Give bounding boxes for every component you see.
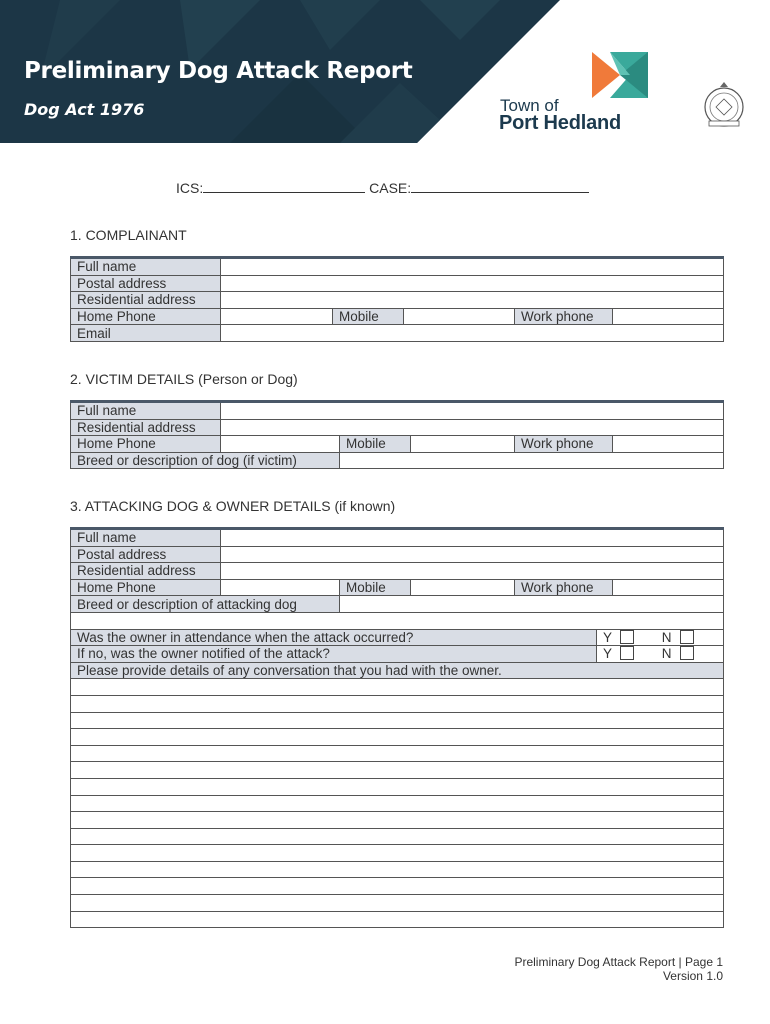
table-row [71,828,724,845]
table-row [71,795,724,812]
case-label: CASE: [369,180,412,196]
victim-residential-address-label: Residential address [71,419,221,436]
table-row [71,402,724,420]
table-row [71,712,724,729]
report-title: Preliminary Dog Attack Report [24,58,413,84]
victim-breed-label: Breed or description of dog (if victim) [71,452,340,469]
table-row [71,646,724,663]
conversation-line[interactable] [71,695,724,712]
conversation-details-prompt: Please provide details of any conversation that you had with the owner. [71,662,724,679]
owner-mobile-label: Mobile [340,579,411,596]
section-3-heading: 3. ATTACKING DOG & OWNER DETAILS (if known) [70,498,396,514]
table-row [71,308,724,325]
owner-home-phone-label: Home Phone [71,579,221,596]
table-row [71,662,724,679]
logo-town-text: Town of [500,96,559,115]
table-row [71,579,724,596]
table-row [71,563,724,580]
conversation-line[interactable] [71,679,724,696]
attacking-dog-breed-label: Breed or description of attacking dog [71,596,340,613]
footer-version-label: Version 1.0 [662,969,723,983]
owner-residential-address-label: Residential address [71,563,221,580]
table-row [71,292,724,309]
table-row [71,861,724,878]
case-field[interactable] [411,178,589,193]
attendance-yes-checkbox[interactable] [620,630,634,644]
conversation-line[interactable] [71,795,724,812]
section-2-heading: 2. VICTIM DETAILS (Person or Dog) [70,371,298,387]
page-footer [514,955,723,983]
table-row [71,596,724,613]
complainant-postal-address-label: Postal address [71,275,221,292]
table-row [71,845,724,862]
no-label: N [661,629,672,645]
conversation-line[interactable] [71,712,724,729]
complainant-full-name-label: Full name [71,258,221,276]
no-label: N [661,646,672,662]
complainant-email-label: Email [71,325,221,342]
complainant-mobile-label: Mobile [333,308,404,325]
table-row [71,452,724,469]
complainant-residential-address-field[interactable] [221,292,724,309]
owner-home-phone-field[interactable] [221,579,340,596]
complainant-home-phone-field[interactable] [221,308,333,325]
table-row [71,275,724,292]
table-row [71,778,724,795]
table-row [71,546,724,563]
complainant-home-phone-label: Home Phone [71,308,221,325]
victim-work-phone-field[interactable] [613,436,724,453]
town-logo-icon [592,50,650,102]
complainant-residential-address-label: Residential address [71,292,221,309]
owner-postal-address-label: Postal address [71,546,221,563]
conversation-line[interactable] [71,812,724,829]
victim-mobile-field[interactable] [411,436,515,453]
conversation-line[interactable] [71,828,724,845]
victim-breed-field[interactable] [340,452,724,469]
owner-work-phone-label: Work phone [515,579,613,596]
section-1-heading: 1. COMPLAINANT [70,227,187,243]
conversation-line[interactable] [71,745,724,762]
conversation-line[interactable] [71,911,724,928]
owner-mobile-field[interactable] [411,579,515,596]
notified-yes-checkbox[interactable] [620,646,634,660]
table-row [71,878,724,895]
table-row [71,745,724,762]
victim-full-name-label: Full name [71,402,221,420]
case-reference-line [176,178,589,196]
victim-residential-address-field[interactable] [221,419,724,436]
yes-label: Y [603,646,613,662]
header-banner [0,0,560,143]
complainant-postal-address-field[interactable] [221,275,724,292]
owner-notified-answer [597,646,724,663]
complainant-table [70,256,724,342]
conversation-line[interactable] [71,778,724,795]
yes-label: Y [603,629,613,645]
owner-attendance-question: Was the owner in attendance when the attack occurred? [71,629,597,646]
owner-attendance-answer [597,629,724,646]
complainant-email-field[interactable] [221,325,724,342]
table-row [71,911,724,928]
attendance-no-checkbox[interactable] [680,630,694,644]
table-row [71,325,724,342]
complainant-work-phone-field[interactable] [613,308,724,325]
table-row [71,695,724,712]
spacer-row [71,612,724,629]
conversation-line[interactable] [71,895,724,912]
conversation-line[interactable] [71,845,724,862]
report-subtitle: Dog Act 1976 [24,100,145,119]
conversation-line[interactable] [71,762,724,779]
conversation-line[interactable] [71,878,724,895]
attacking-dog-table [70,527,724,928]
table-row [71,812,724,829]
table-row [71,529,724,547]
table-row [71,679,724,696]
complainant-full-name-field[interactable] [221,258,724,276]
victim-home-phone-field[interactable] [221,436,340,453]
table-row [71,762,724,779]
table-row [71,895,724,912]
owner-work-phone-field[interactable] [613,579,724,596]
conversation-line[interactable] [71,861,724,878]
attacking-dog-breed-field[interactable] [340,596,724,613]
table-row [71,629,724,646]
notified-no-checkbox[interactable] [680,646,694,660]
owner-full-name-label: Full name [71,529,221,547]
victim-home-phone-label: Home Phone [71,436,221,453]
table-row [71,612,724,629]
victim-mobile-label: Mobile [340,436,411,453]
victim-full-name-field[interactable] [221,402,724,420]
conversation-line[interactable] [71,729,724,746]
table-row [71,258,724,276]
owner-residential-address-field[interactable] [221,563,724,580]
victim-work-phone-label: Work phone [515,436,613,453]
footer-page-label: Preliminary Dog Attack Report | Page 1 [514,955,723,969]
table-row [71,436,724,453]
table-row [71,419,724,436]
ics-label: ICS: [176,180,204,196]
ics-field[interactable] [203,178,365,193]
owner-full-name-field[interactable] [221,529,724,547]
complainant-work-phone-label: Work phone [515,308,613,325]
crest-icon [701,81,747,131]
logo-name-text: Port Hedland [499,112,622,134]
owner-postal-address-field[interactable] [221,546,724,563]
complainant-mobile-field[interactable] [404,308,515,325]
table-row [71,729,724,746]
victim-table [70,400,724,469]
owner-notified-question: If no, was the owner notified of the attack? [71,646,597,663]
